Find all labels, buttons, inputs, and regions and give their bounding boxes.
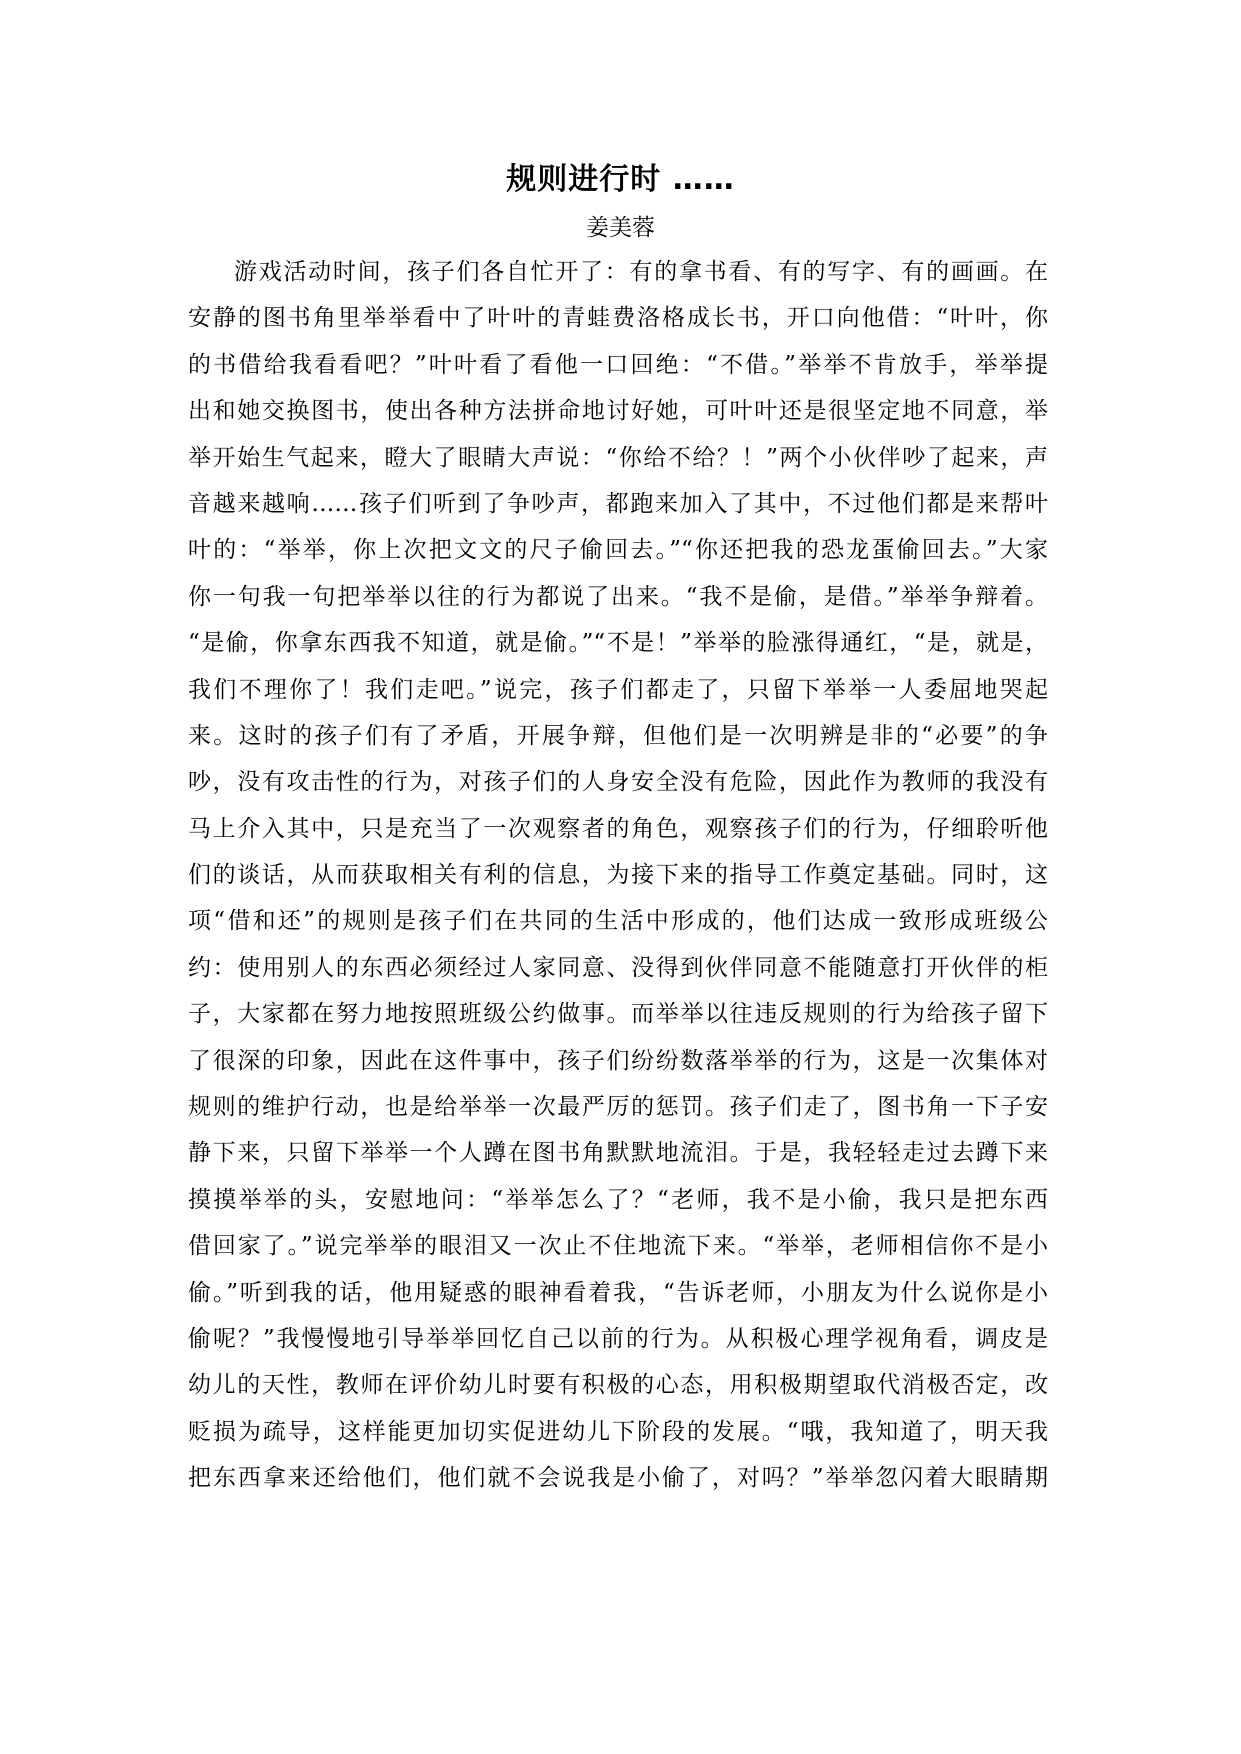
body-line: 摸摸举举的头，安慰地问：“举举怎么了？“老师，我不是小偷，我只是把东西 [188, 1186, 1048, 1213]
body-line: 我们不理你了！我们走吧。”说完，孩子们都走了，只留下举举一人委屈地哭起 [188, 676, 1048, 703]
body-line: 你一句我一句把举举以往的行为都说了出来。“我不是偷，是借。”举举争辩着。 [188, 583, 1048, 610]
body-line: 偷。”听到我的话，他用疑惑的眼神看着我，“告诉老师，小朋友为什么说你是小 [188, 1279, 1048, 1306]
body-line: “是偷，你拿东西我不知道，就是偷。”“不是！”举举的脸涨得通红，“是，就是， [188, 630, 1048, 657]
document-body [188, 249, 1048, 1502]
body-line: 了很深的印象，因此在这件事中，孩子们纷纷数落举举的行为，这是一次集体对 [188, 1047, 1048, 1074]
body-line: 的书借给我看看吧？”叶叶看了看他一口回绝：“不借。”举举不肯放手，举举提 [188, 351, 1048, 378]
body-line: 音越来越响……孩子们听到了争吵声，都跑来加入了其中，不过他们都是来帮叶 [188, 490, 1048, 517]
body-line: 规则的维护行动，也是给举举一次最严厉的惩罚。孩子们走了，图书角一下子安 [188, 1094, 1048, 1121]
body-line: 举开始生气起来，瞪大了眼睛大声说：“你给不给？！”两个小伙伴吵了起来，声 [188, 444, 1048, 471]
document-title: 规则进行时 …… [506, 162, 735, 197]
body-line: 项“借和还”的规则是孩子们在共同的生活中形成的，他们达成一致形成班级公 [188, 908, 1048, 935]
body-line: 子，大家都在努力地按照班级公约做事。而举举以往违反规则的行为给孩子留下 [188, 1001, 1048, 1028]
body-line: 约：使用别人的东西必须经过人家同意、没得到伙伴同意不能随意打开伙伴的柜 [188, 954, 1048, 981]
body-line: 叶的：“举举，你上次把文文的尺子偷回去。”“你还把我的恐龙蛋偷回去。”大家 [188, 537, 1048, 564]
body-line: 安静的图书角里举举看中了叶叶的青蛙费洛格成长书，开口向他借：“叶叶，你 [188, 305, 1048, 332]
body-line: 贬损为疏导，这样能更加切实促进幼儿下阶段的发展。“哦，我知道了，明天我 [188, 1418, 1048, 1445]
body-line: 幼儿的天性，教师在评价幼儿时要有积极的心态，用积极期望取代消极否定，改 [188, 1372, 1048, 1399]
body-line: 马上介入其中，只是充当了一次观察者的角色，观察孩子们的行为，仔细聆听他 [188, 815, 1048, 842]
body-line: 把东西拿来还给他们，他们就不会说我是小偷了，对吗？”举举忽闪着大眼睛期 [188, 1465, 1048, 1492]
body-line: 吵，没有攻击性的行为，对孩子们的人身安全没有危险，因此作为教师的我没有 [188, 769, 1048, 796]
document-author: 姜美蓉 [586, 215, 655, 241]
body-line: 借回家了。”说完举举的眼泪又一次止不住地流下来。“举举，老师相信你不是小 [188, 1233, 1048, 1260]
body-line: 们的谈话，从而获取相关有利的信息，为接下来的指导工作奠定基础。同时，这 [188, 862, 1048, 889]
body-line: 偷呢？”我慢慢地引导举举回忆自己以前的行为。从积极心理学视角看，调皮是 [188, 1325, 1048, 1352]
body-line: 来。这时的孩子们有了矛盾，开展争辩，但他们是一次明辨是非的“必要”的争 [188, 722, 1048, 749]
body-line: 静下来，只留下举举一个人蹲在图书角默默地流泪。于是，我轻轻走过去蹲下来 [188, 1140, 1048, 1167]
body-line: 游戏活动时间，孩子们各自忙开了：有的拿书看、有的写字、有的画画。在 [234, 259, 1048, 285]
body-line: 出和她交换图书，使出各种方法拼命地讨好她，可叶叶还是很坚定地不同意，举 [188, 398, 1048, 425]
